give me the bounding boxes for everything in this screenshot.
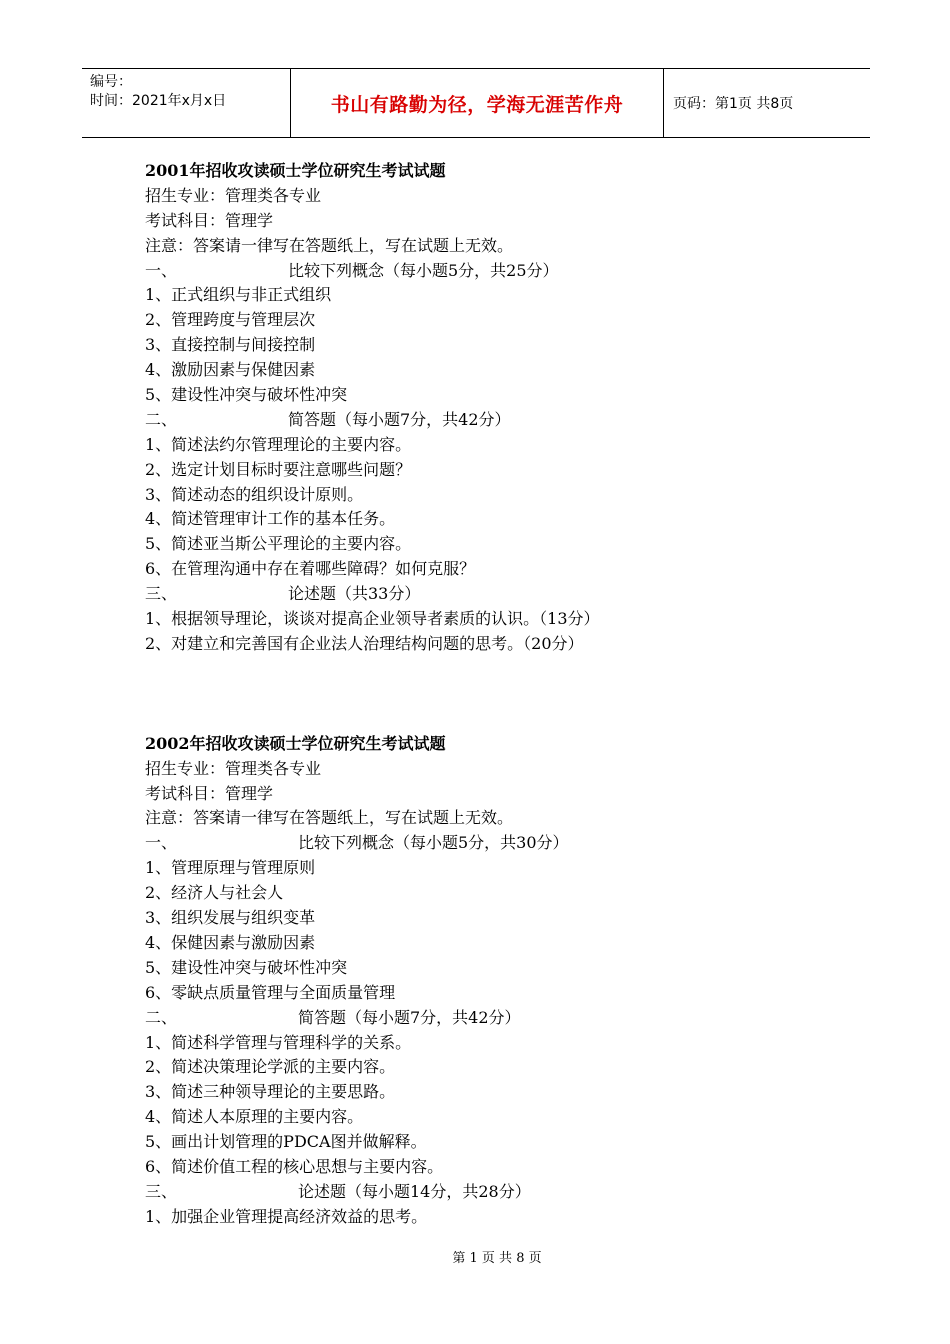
list-item: 3、组织发展与组织变革 bbox=[145, 908, 316, 928]
document-time-label: 时间：2021年x月x日 bbox=[90, 93, 227, 109]
exam-2001 bbox=[145, 159, 845, 657]
list-item: 6、零缺点质量管理与全面质量管理 bbox=[145, 982, 396, 1002]
list-item: 5、建设性冲突与破坏性冲突 bbox=[145, 385, 348, 405]
list-item: 6、简述价值工程的核心思想与主要内容。 bbox=[145, 1156, 444, 1176]
section-title: 比较下列概念（每小题5分，共25分） bbox=[288, 260, 559, 280]
section-heading bbox=[145, 259, 845, 284]
list-item: 2、经济人与社会人 bbox=[145, 883, 284, 903]
exam-note: 注意：答案请一律写在答题纸上，写在试题上无效。 bbox=[145, 808, 514, 828]
exam-major: 招生专业：管理类各专业 bbox=[145, 758, 322, 778]
section-title: 简答题（每小题7分，共42分） bbox=[298, 1007, 521, 1027]
list-item: 3、直接控制与间接控制 bbox=[145, 335, 316, 355]
section-number: 二、 bbox=[145, 1007, 178, 1027]
page-header bbox=[82, 68, 870, 138]
exam-2002 bbox=[145, 732, 845, 1230]
exam-note: 注意：答案请一律写在答题纸上，写在试题上无效。 bbox=[145, 235, 514, 255]
list-item: 4、简述人本原理的主要内容。 bbox=[145, 1107, 364, 1127]
list-item: 1、简述法约尔管理理论的主要内容。 bbox=[145, 434, 412, 454]
list-item: 5、画出计划管理的PDCA图并做解释。 bbox=[145, 1132, 427, 1152]
list-item: 4、激励因素与保健因素 bbox=[145, 360, 316, 380]
list-item: 2、选定计划目标时要注意哪些问题？ bbox=[145, 459, 412, 479]
list-item: 2、管理跨度与管理层次 bbox=[145, 310, 316, 330]
header-page-label: 页码：第1页 共8页 bbox=[673, 96, 794, 112]
document-number-label: 编号： bbox=[90, 74, 132, 90]
list-item: 4、简述管理审计工作的基本任务。 bbox=[145, 509, 396, 529]
list-item: 3、简述三种领导理论的主要思路。 bbox=[145, 1082, 396, 1102]
list-item: 1、管理原理与管理原则 bbox=[145, 858, 316, 878]
document-body bbox=[145, 159, 845, 1230]
section-title: 比较下列概念（每小题5分，共30分） bbox=[298, 833, 569, 853]
section-heading bbox=[145, 1180, 845, 1205]
section-number: 一、 bbox=[145, 833, 178, 853]
exam-major: 招生专业：管理类各专业 bbox=[145, 185, 322, 205]
page-footer: 第 1 页 共 8 页 bbox=[452, 1251, 542, 1266]
section-number: 三、 bbox=[145, 584, 178, 604]
section-heading bbox=[145, 1006, 845, 1031]
section-title: 论述题（共33分） bbox=[288, 584, 421, 604]
list-item: 2、简述决策理论学派的主要内容。 bbox=[145, 1057, 396, 1077]
list-item: 1、加强企业管理提高经济效益的思考。 bbox=[145, 1206, 428, 1226]
exam-subject: 考试科目：管理学 bbox=[145, 783, 274, 803]
exam-title: 2002年招收攻读硕士学位研究生考试试题 bbox=[145, 733, 446, 753]
section-title: 论述题（每小题14分，共28分） bbox=[298, 1181, 531, 1201]
section-number: 三、 bbox=[145, 1181, 178, 1201]
exam-subject: 考试科目：管理学 bbox=[145, 210, 274, 230]
list-item: 2、对建立和完善国有企业法人治理结构问题的思考。（20分） bbox=[145, 633, 584, 653]
list-item: 4、保健因素与激励因素 bbox=[145, 932, 316, 952]
list-item: 5、简述亚当斯公平理论的主要内容。 bbox=[145, 534, 412, 554]
list-item: 5、建设性冲突与破坏性冲突 bbox=[145, 957, 348, 977]
section-heading bbox=[145, 831, 845, 856]
list-item: 6、在管理沟通中存在着哪些障碍？如何克服？ bbox=[145, 559, 476, 579]
list-item: 1、正式组织与非正式组织 bbox=[145, 285, 332, 305]
section-title: 简答题（每小题7分，共42分） bbox=[288, 409, 511, 429]
list-item: 1、根据领导理论，谈谈对提高企业领导者素质的认识。（13分） bbox=[145, 609, 600, 629]
header-meta bbox=[82, 69, 291, 137]
section-number: 一、 bbox=[145, 260, 178, 280]
list-item: 3、简述动态的组织设计原则。 bbox=[145, 484, 364, 504]
list-item: 1、简述科学管理与管理科学的关系。 bbox=[145, 1032, 412, 1052]
exam-title: 2001年招收攻读硕士学位研究生考试试题 bbox=[145, 161, 446, 180]
section-heading bbox=[145, 408, 845, 433]
section-heading bbox=[145, 582, 845, 607]
section-number: 二、 bbox=[145, 409, 178, 429]
header-motto: 书山有路勤为径，学海无涯苦作舟 bbox=[291, 69, 664, 137]
